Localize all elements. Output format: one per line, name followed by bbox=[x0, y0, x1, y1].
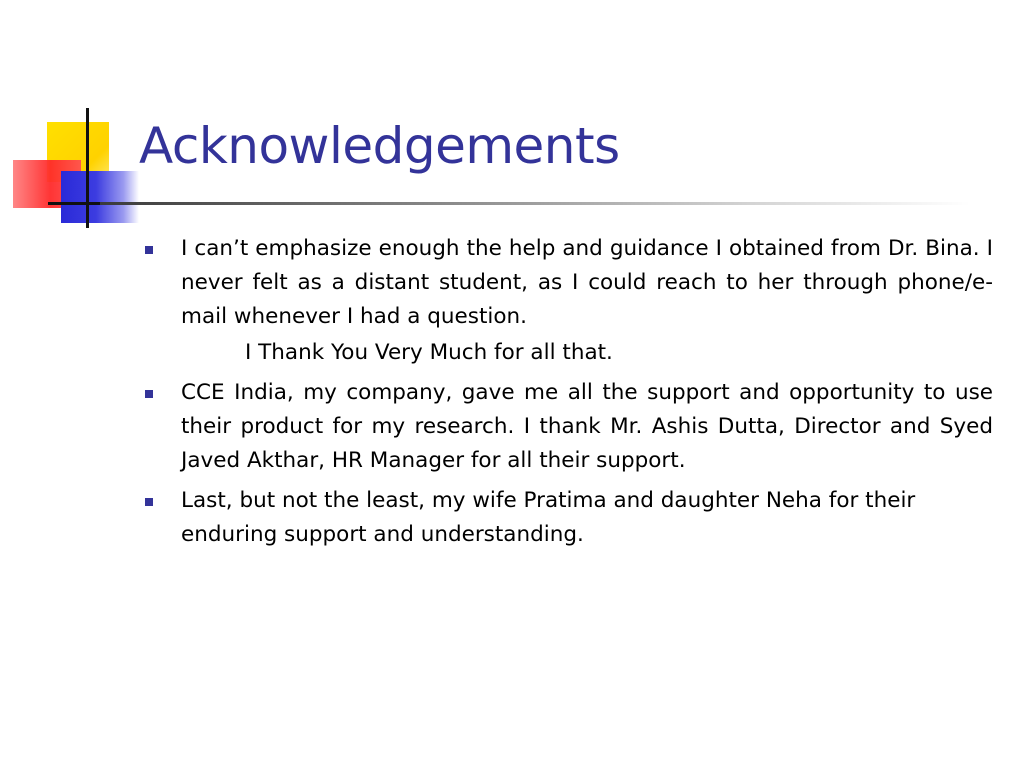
bullet-text: Last, but not the least, my wife Pratima and daughter Neha for their enduring support and understanding. bbox=[181, 488, 916, 547]
bullet-text: I can’t emphasize enough the help and guidance I obtained from Dr. Bina. I never felt as a distant student, as I could reach to her through phone/e-mail whenever I had a question. bbox=[181, 236, 993, 329]
logo-vertical-line bbox=[86, 108, 89, 228]
square-bullet-icon bbox=[145, 498, 153, 506]
slide-title: Acknowledgements bbox=[139, 117, 620, 175]
thanks-line: I Thank You Very Much for all that. bbox=[245, 340, 613, 365]
bullet-text: CCE India, my company, gave me all the support and opportunity to use their product for my research. I thank Mr. Ashis Dutta, Director and Syed Javed Akthar, HR Manager for all their support. bbox=[181, 380, 993, 473]
logo-blue-square bbox=[61, 171, 139, 223]
bullet-list bbox=[145, 232, 993, 558]
bullet-item-2 bbox=[145, 376, 993, 478]
bullet-item-1 bbox=[145, 232, 993, 334]
bullet-item-3 bbox=[145, 484, 993, 552]
title-underline bbox=[100, 202, 970, 205]
square-bullet-icon bbox=[145, 246, 153, 254]
square-bullet-icon bbox=[145, 390, 153, 398]
